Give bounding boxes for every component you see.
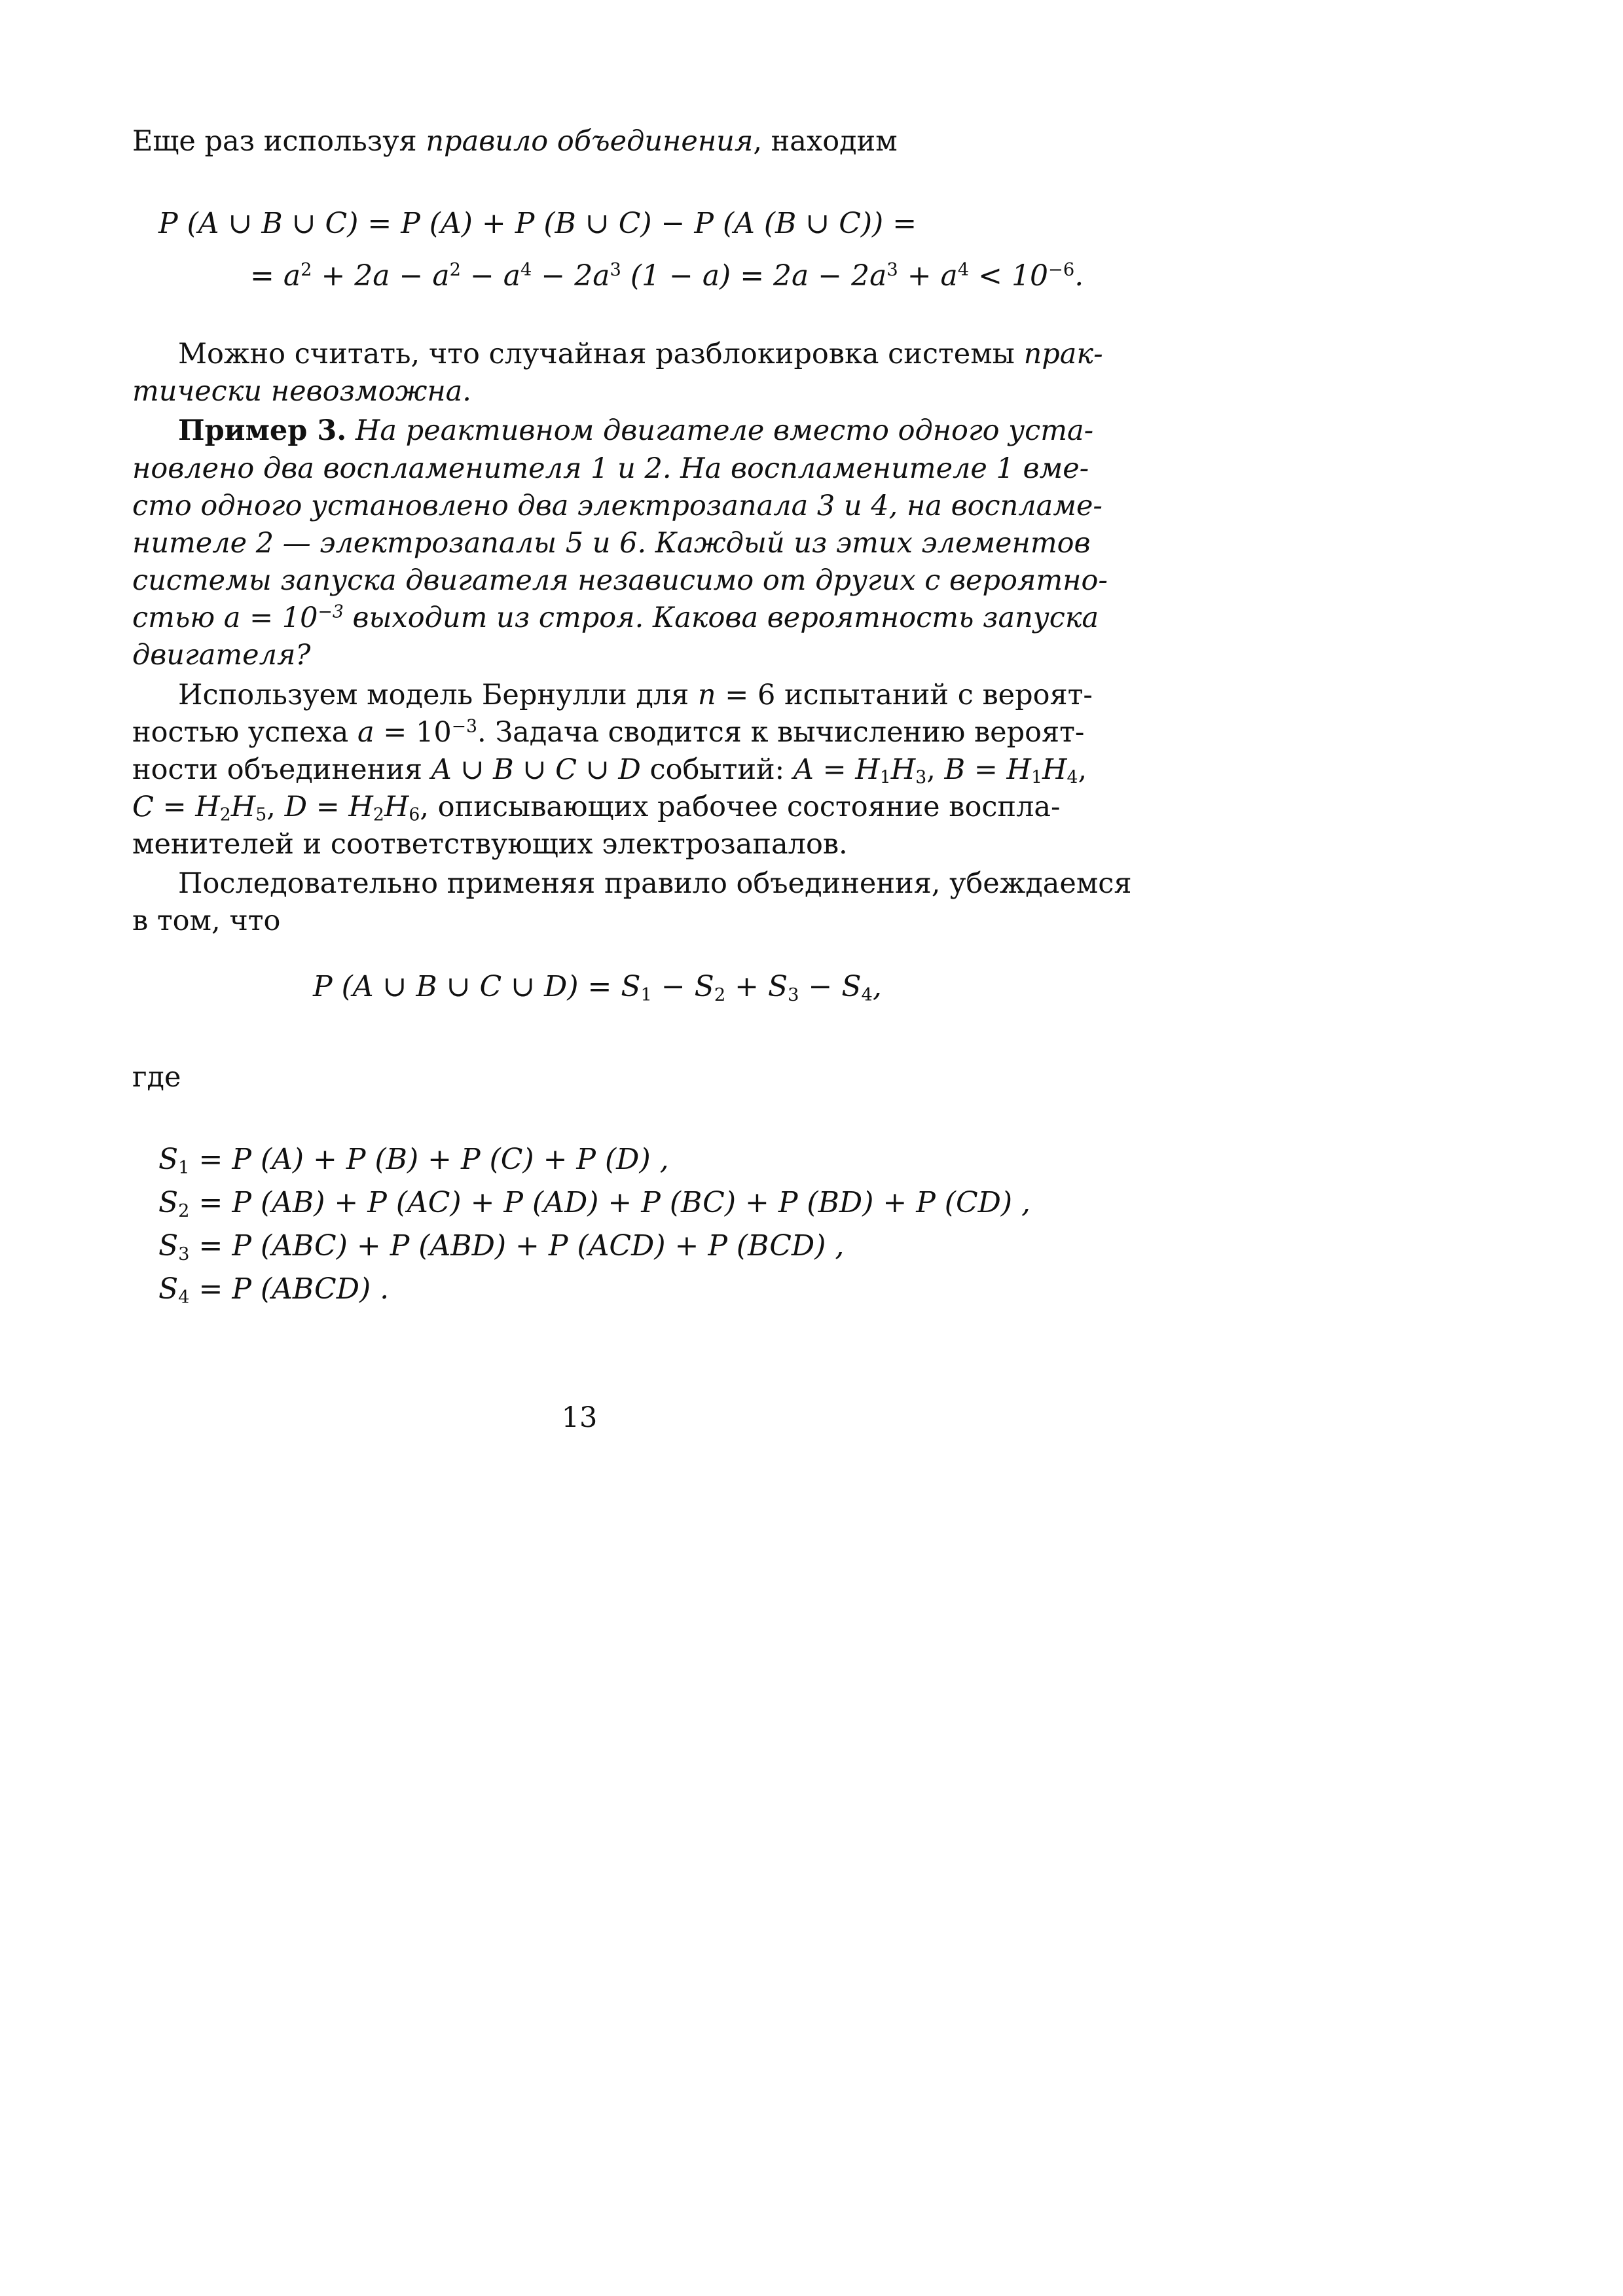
example-line-1: Пример 3. На реактивном двигателе вместо одного уста- [178, 414, 1094, 447]
equation-2: P (A ∪ B ∪ C ∪ $D) = S_1 - S_2 + S_3 - S_4$, [313, 970, 882, 1005]
example-line-2: новлено два воспламенителя 1 и 2. На воспламенителе 1 вме- [132, 452, 1089, 485]
equation-s4: $S_4 = P$ (ABCD) . [158, 1272, 390, 1308]
example-line-3: сто одного установлено два электрозапала 3 и 4, на воспламе- [132, 490, 1103, 522]
example-line-6: стью $a = 10^{-3}$ выходит из строя. Какова вероятность запуска [132, 601, 1099, 634]
sequential-line-2: в том, что [132, 905, 281, 937]
example-label: Пример 3. [178, 414, 347, 447]
bernoulli-line-5: менителей и соответствующих электрозапалов. [132, 828, 848, 861]
equation-s2: $S_2 = P$ (AB) + P (AC) + P (AD) + P (BC) + P (BD) + P (CD) , [158, 1186, 1031, 1221]
example-line-4: нителе 2 — электрозапалы 5 и 6. Каждый из этих элементов [132, 527, 1091, 560]
paragraph-1-line-1: Можно считать, что случайная разблокировка системы прак- [178, 338, 1103, 370]
intro-text-end: , находим [753, 125, 898, 158]
where-word: где [132, 1061, 181, 1094]
equation-1-line-1: P (A ∪ B ∪ C) = P (A) + P (B ∪ C) − P (A (B ∪ C)) = [158, 207, 917, 240]
intro-line [132, 123, 1026, 160]
equation-s1: $S_1 = P$ (A) + P (B) + P (C) + P (D) , [158, 1143, 669, 1178]
intro-text: Еще раз используя [132, 125, 426, 158]
page-number: 13 [561, 1401, 598, 1434]
example-line-7: двигателя? [132, 639, 311, 672]
example-line-5: системы запуска двигателя независимо от других с вероятно- [132, 564, 1108, 597]
bernoulli-line-3: ности объединения A ∪ B ∪ C ∪ D событий: $A = H_1H_3$, $B = H_1H_4$, [132, 753, 1087, 788]
bernoulli-line-4: $C = H_2H_5$, $D = H_2H_6$, описывающих рабочее состояние воспла- [132, 791, 1061, 825]
equation-1-line-2: = $a^2 + 2a - a^2 - a^4 - 2a^3$ $(1 - a) = 2a - 2a^3 + a^4 < 10^{-6}$. [250, 259, 1084, 293]
paragraph-1-line-2: тически невозможна. [132, 375, 471, 408]
intro-italic-term: правило объединения [426, 125, 754, 158]
sequential-line-1: Последовательно применяя правило объединения, убеждаемся [178, 867, 1132, 900]
equation-s3: $S_3 = P$ (ABC) + P (ABD) + P (ACD) + P (BCD) , [158, 1229, 845, 1265]
bernoulli-line-2: ностью успеха $a = 10^{-3}$. Задача сводится к вычислению вероят- [132, 716, 1085, 749]
bernoulli-line-1: Используем модель Бернулли для n = 6 испытаний с вероят- [178, 679, 1093, 711]
